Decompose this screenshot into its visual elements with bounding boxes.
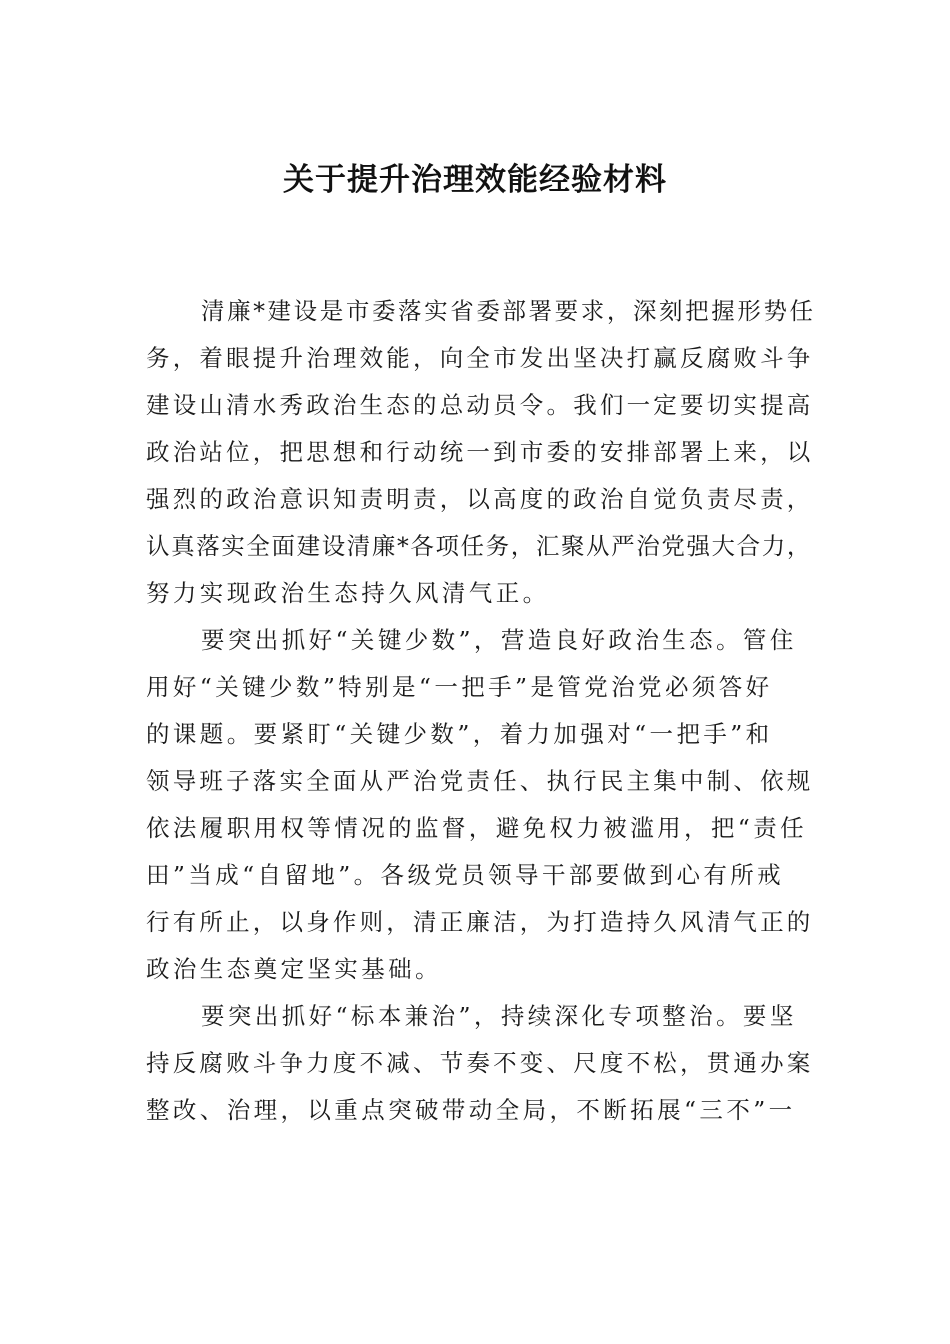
paragraph-3 — [146, 993, 814, 1134]
text-line: 田”当成“自留地”。各级党员领导干部要做到心有所戒 — [146, 861, 785, 889]
text-line: 要突出抓好“关键少数”，营造良好政治生态。管住 — [201, 626, 797, 654]
text-line: 强烈的政治意识知责明责，以高度的政治自觉负责尽责， — [146, 485, 814, 513]
text-line: 依法履职用权等情况的监督，避免权力被滥用，把“责任 — [146, 814, 808, 842]
text-line: 整改、治理，以重点突破带动全局，不断拓展“三不”一 — [146, 1096, 796, 1124]
text-line: 政治站位，把思想和行动统一到市委的安排部署上来，以 — [146, 438, 814, 466]
text-line: 要突出抓好“标本兼治”，持续深化专项整治。要坚 — [201, 1002, 797, 1030]
text-line: 务，着眼提升治理效能，向全市发出坚决打赢反腐败斗争 — [146, 344, 814, 372]
text-line: 用好“关键少数”特别是“一把手”是管党治党必须答好 — [146, 673, 773, 701]
text-line: 努力实现政治生态持久风清气正。 — [146, 579, 550, 607]
text-line: 清廉*建设是市委落实省委部署要求，深刻把握形势任 — [201, 297, 816, 325]
text-line: 持反腐败斗争力度不减、节奏不变、尺度不松，贯通办案 — [146, 1049, 814, 1077]
text-line: 的课题。要紧盯“关键少数”，着力加强对“一把手”和 — [146, 720, 773, 748]
text-line: 行有所止，以身作则，清正廉洁，为打造持久风清气正的 — [146, 908, 814, 936]
text-line: 建设山清水秀政治生态的总动员令。我们一定要切实提高 — [146, 391, 814, 419]
document-body — [146, 288, 816, 1134]
document-title: 关于提升治理效能经验材料 — [283, 162, 667, 198]
paragraph-2 — [146, 617, 814, 993]
text-line: 认真落实全面建设清廉*各项任务，汇聚从严治党强大合力， — [146, 532, 812, 560]
paragraph-1 — [146, 288, 816, 617]
text-line: 政治生态奠定坚实基础。 — [146, 955, 442, 983]
text-line: 领导班子落实全面从严治党责任、执行民主集中制、依规 — [146, 767, 814, 795]
